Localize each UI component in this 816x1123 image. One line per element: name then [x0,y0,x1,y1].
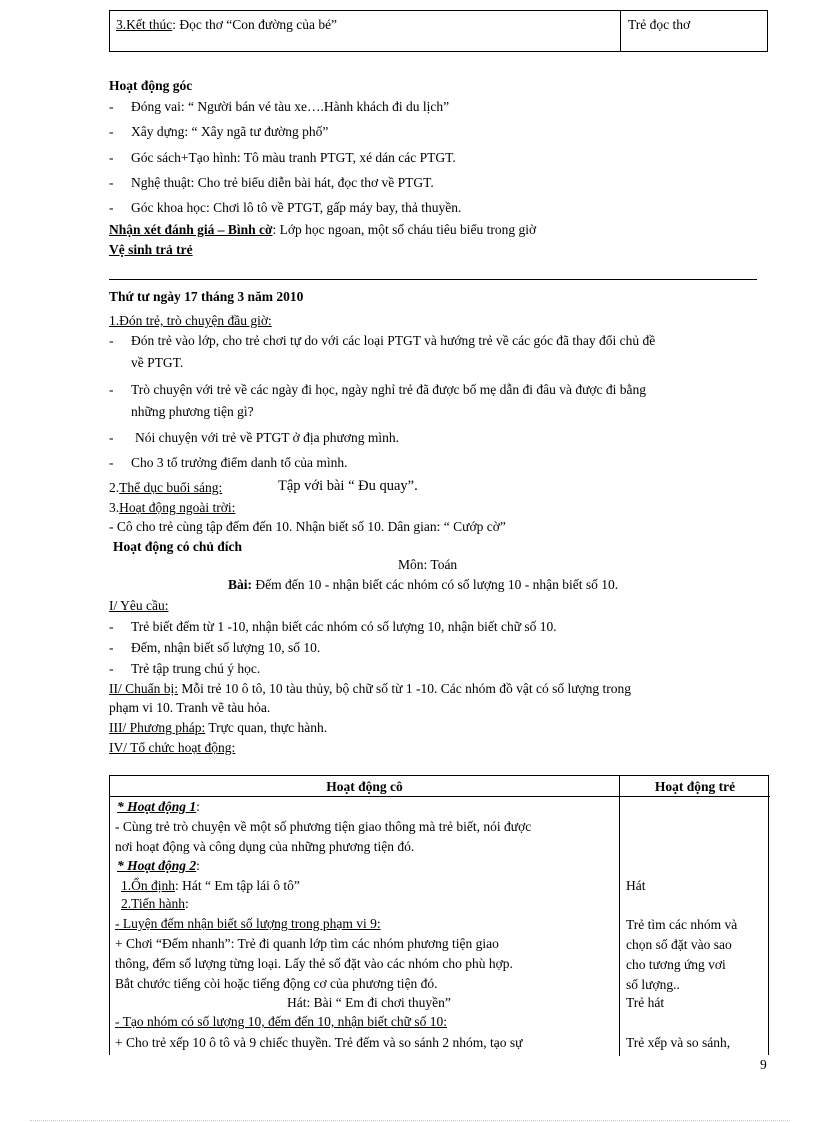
child-find: Trẻ tìm các nhóm và [626,917,738,932]
child-arrange: Trẻ xếp và so sánh, [626,1035,731,1050]
activity-1-title: * Hoạt động 1: [117,799,200,814]
subject: Môn: Toán [398,557,458,572]
game-text: + Chơi “Đếm nhanh”: Trẻ đi quanh lớp tìm các nhóm phương tiện giao [115,936,499,951]
page-edge [30,1120,790,1121]
page-number: 9 [760,1057,767,1072]
hygiene: Vệ sinh trả trẻ [109,242,193,257]
practice: - Luyện đếm nhận biết số lượng trong phạm vi 9: [115,916,381,931]
organize-title: IV/ Tổ chức hoạt động: [109,740,236,755]
divider [109,279,757,280]
ending-label: 3.Kết thúc [116,17,173,32]
activities-table [109,775,769,1055]
morning-exercise: 2.Thể dục buổi sáng: [109,480,223,495]
preparation-cont: phạm vi 10. Tranh vẽ tàu hỏa. [109,700,271,715]
child-song: Trẻ hát [626,995,665,1010]
activity-1-text: - Cùng trẻ trò chuyện về một số phương tiện giao thông mà trẻ biết, nói được [115,819,532,834]
game-text: thông, đếm số lượng từng loại. Lấy thẻ số đặt vào các nhóm cho phù hợp. [115,956,513,971]
stabilize: 1.Ổn định: Hát “ Em tập lái ô tô” [121,878,300,893]
theme-activity: Hoạt động có chủ đích [113,539,243,554]
method: III/ Phương pháp: Trực quan, thực hành. [109,720,328,735]
outdoor-text: - Cô cho trẻ cùng tập đếm đến 10. Nhận biết số 10. Dân gian: “ Cướp cờ” [109,519,506,534]
lesson: Bài: Đếm đến 10 - nhận biết các nhóm có số lượng 10 - nhận biết số 10. [228,577,619,592]
top-table [109,10,768,52]
ending-content: : Đọc thơ “Con đường của bé” [172,17,338,32]
evaluation: Nhận xét đánh giá – Bình cờ: Lớp học ngoan, một số cháu tiêu biểu trong giờ [109,222,537,237]
activity-1-text: nơi hoạt động và công dụng của những phương tiện đó. [115,839,415,854]
outdoor-title: 3.Hoạt động ngoài trời: [109,500,236,515]
child-find: số lượng.. [626,977,680,992]
preparation: II/ Chuẩn bị: Mỗi trẻ 10 ô tô, 10 tàu thủy, bộ chữ số từ 1 -10. Các nhóm đồ vật có số lượng trong [109,681,632,696]
corner-title: Hoạt động góc [109,78,193,93]
ending-child-activity: Trẻ đọc thơ [628,17,691,32]
day-title: Thứ tư ngày 17 tháng 3 năm 2010 [109,289,304,304]
song: Hát: Bài “ Em đi chơi thuyền” [287,995,451,1010]
game-text: Bắt chước tiếng còi hoặc tiếng động cơ của phương tiện đó. [115,976,438,991]
welcome-title: 1.Đón trẻ, trò chuyện đầu giờ: [109,313,272,328]
activity-2-title: * Hoạt động 2: [117,858,200,873]
child-sing: Hát [626,878,646,893]
morning-exercise-text: Tập với bài “ Đu quay”. [278,478,418,494]
header-teacher: Hoạt động cô [326,779,403,794]
header-children: Hoạt động trẻ [654,779,736,794]
group-10: - Tạo nhóm có số lượng 10, đếm đến 10, nhận biết chữ số 10: [115,1014,447,1029]
child-find: chọn số đặt vào sao [626,937,732,952]
requirements-title: I/ Yêu cầu: [109,598,169,613]
proceed: 2.Tiến hành: [121,896,189,911]
arrange-text: + Cho trẻ xếp 10 ô tô và 9 chiếc thuyền. Trẻ đếm và so sánh 2 nhóm, tạo sự [115,1035,523,1050]
child-find: cho tương ứng vơi [626,957,726,972]
